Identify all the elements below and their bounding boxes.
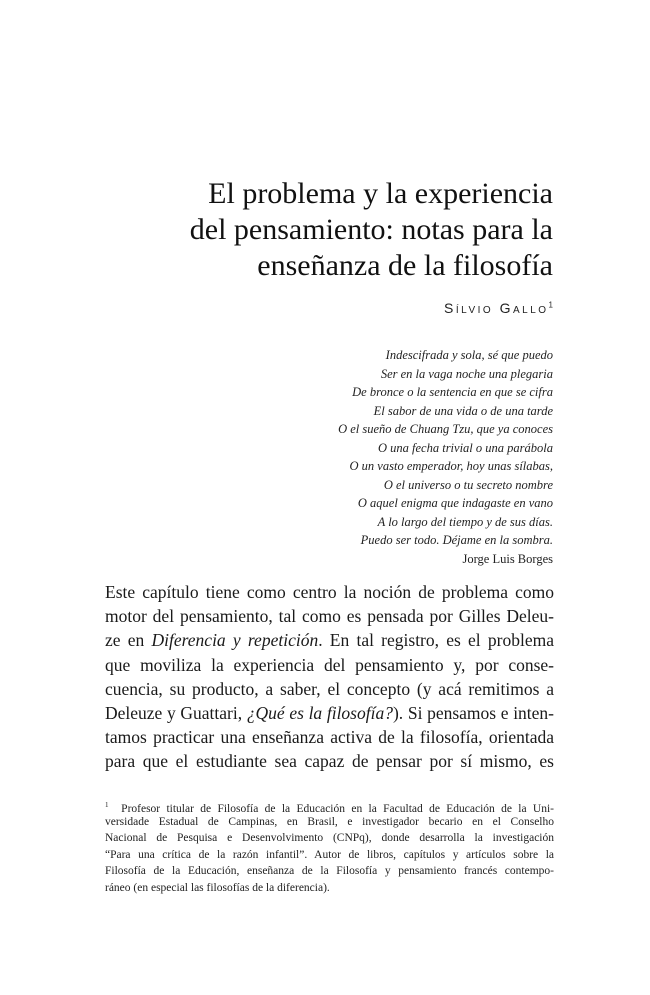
- body-line: que moviliza la experiencia del pensamiento y, por conse-: [105, 654, 554, 675]
- epigraph-line: O el sueño de Chuang Tzu, que ya conoces: [338, 422, 553, 436]
- chapter-title-line: del pensamiento: notas para la: [189, 213, 553, 246]
- epigraph-line: O aquel enigma que indagaste en vano: [357, 496, 553, 510]
- epigraph-line: El sabor de una vida o de una tarde: [373, 403, 553, 418]
- footnote-line: versidade Estadual de Campinas, en Brasil, e investigador becario en el Conselho: [105, 815, 554, 828]
- book-title-que-es-filosofia: ¿Qué es la filosofía?: [246, 702, 393, 723]
- footnote-line: Nacional de Pesquisa e Desenvolvimento (CNPq), donde desarrolla la investigación: [105, 832, 554, 845]
- epigraph-line: Ser en la vaga noche una plegaria: [380, 366, 553, 381]
- chapter-title-line: El problema y la experiencia: [208, 177, 553, 210]
- epigraph-line: A lo largo del tiempo y de sus días.: [377, 514, 553, 529]
- epigraph-line: O el universo o tu secreto nombre: [383, 477, 553, 492]
- footnote: [105, 797, 554, 897]
- epigraph-attribution: Jorge Luis Borges: [462, 551, 553, 566]
- body-text-run: . En tal registro, es el problema: [318, 630, 554, 651]
- body-paragraph: [105, 580, 554, 774]
- footnote-text-run: Profesor titular de Filosofía de la Educación en la Facultad de Educación de la Uni-: [121, 802, 555, 815]
- body-line: para que el estudiante sea capaz de pensar por sí mismo, es: [105, 751, 554, 772]
- epigraph-line: O una fecha trivial o una parábola: [378, 440, 553, 455]
- body-line: Este capítulo tiene como centro la noción de problema como: [105, 582, 554, 602]
- body-line: [105, 701, 554, 725]
- body-line: [105, 628, 554, 652]
- body-text-run: ). Si pensamos e inten-: [392, 702, 555, 723]
- epigraph-line: Indescifrada y sola, sé que puedo: [385, 348, 553, 362]
- footnote-line: ráneo (en especial las filosofías de la diferencia).: [105, 881, 330, 894]
- epigraph-line: Puedo ser todo. Déjame en la sombra.: [360, 533, 553, 547]
- epigraph-line: De bronce o la sentencia en que se cifra: [352, 385, 553, 399]
- footnote-line: [105, 797, 554, 814]
- body-text-run: ze en: [105, 630, 152, 651]
- chapter-title: [133, 176, 553, 284]
- body-line: tamos practicar una enseñanza activa de la filosofía, orientada: [105, 727, 554, 748]
- body-line: motor del pensamiento, tal como es pensada por Gilles Deleu-: [105, 606, 554, 627]
- body-line: cuencia, su producto, a saber, el concepto (y acá remitimos a: [105, 678, 554, 699]
- footnote-line: Filosofía de la Educación, enseñanza de la Filosofía y pensamiento francés contempo-: [105, 865, 554, 878]
- footnote-line: “Para una crítica de la razón infantil”. Autor de libros, capítulos y artículos sobre la: [105, 848, 554, 861]
- epigraph-line: O un vasto emperador, hoy unas sílabas,: [349, 459, 553, 473]
- chapter-title-line: enseñanza de la filosofía: [257, 249, 553, 282]
- author-name: [444, 300, 553, 316]
- author-footnote-mark: 1: [548, 300, 553, 310]
- book-title-diferencia: Diferencia y repetición: [151, 630, 319, 651]
- body-text-run: Deleuze y Guattari,: [105, 702, 247, 723]
- epigraph: [233, 346, 553, 568]
- footnote-mark: 1: [105, 801, 109, 809]
- author-name-text: Sílvio Gallo: [444, 300, 549, 316]
